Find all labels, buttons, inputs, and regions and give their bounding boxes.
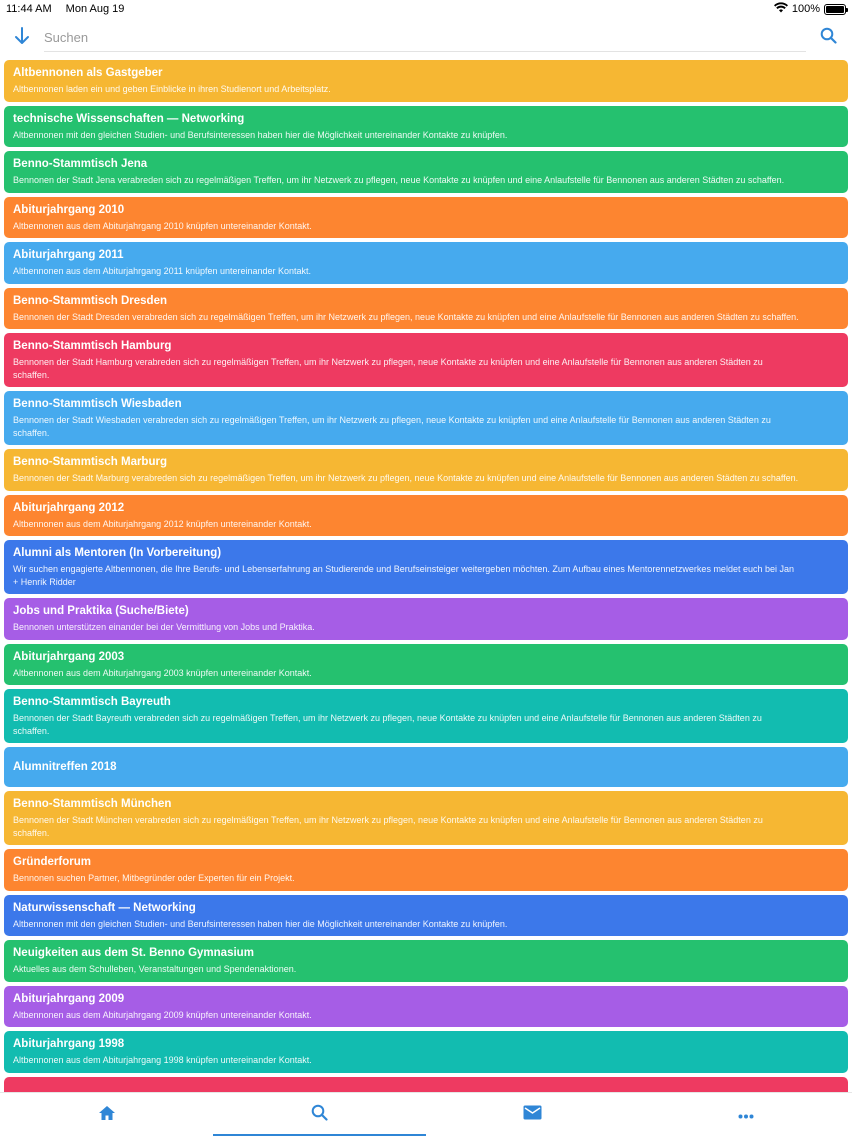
group-description: Altbennonen aus dem Abiturjahrgang 1998 knüpfen untereinander Kontakt. <box>13 1055 312 1065</box>
group-description: Aktuelles aus dem Schulleben, Veranstaltungen und Spendenaktionen. <box>13 964 297 974</box>
group-description: Bennonen suchen Partner, Mitbegründer oder Experten für ein Projekt. <box>13 873 295 883</box>
group-card[interactable] <box>4 495 848 537</box>
group-description: Wir suchen engagierte Altbennonen, die Ihre Berufs- und Lebenserfahrung an Studierende und Berufseinsteiger weitergeben möchten. Zum Aufbau eines Mentorennetzwerkes meldet euch bei Jan + Henrik Ridder <box>13 564 794 587</box>
home-icon <box>98 1105 116 1126</box>
group-description: Altbennonen mit den gleichen Studien- und Berufsinteressen haben hier die Möglichkeit untereinander Kontakte zu knüpfen. <box>13 918 508 929</box>
more-icon <box>738 1106 754 1124</box>
tab-bar <box>0 1092 852 1136</box>
group-title: Jobs und Praktika (Suche/Biete) <box>13 605 189 617</box>
group-card[interactable] <box>4 940 848 982</box>
group-title: Benno-Stammtisch Jena <box>13 158 148 170</box>
group-card[interactable] <box>4 986 848 1028</box>
search-icon <box>820 27 837 49</box>
mail-icon <box>523 1105 542 1125</box>
group-title: Abiturjahrgang 2011 <box>13 249 124 261</box>
group-title: technische Wissenschaften — Networking <box>13 112 245 125</box>
group-description: Bennonen der Stadt Wiesbaden verabreden sich zu regelmäßigen Treffen, um ihr Netzwerk zu pflegen, neue Kontakte zu knüpfen und eine Anlaufstelle für Bennonen aus anderen Städten zu schaffen. <box>13 415 771 438</box>
tab-messages[interactable] <box>426 1093 639 1136</box>
search-button[interactable] <box>816 26 840 50</box>
group-description: Altbennonen aus dem Abiturjahrgang 2003 knüpfen untereinander Kontakt. <box>13 667 312 678</box>
group-description: Altbennonen aus dem Abiturjahrgang 2012 knüpfen untereinander Kontakt. <box>13 518 312 529</box>
group-card[interactable] <box>4 1031 848 1073</box>
battery-fill <box>826 6 844 13</box>
arrow-down-icon <box>14 27 30 50</box>
sort-button[interactable] <box>10 26 34 50</box>
search-input[interactable] <box>44 24 806 52</box>
group-card[interactable] <box>4 791 848 845</box>
group-title: Abiturjahrgang 1998 <box>13 1038 125 1050</box>
group-title: Alumni als Mentoren (In Vorbereitung) <box>13 547 222 559</box>
group-card[interactable] <box>4 391 848 445</box>
group-list <box>4 60 848 1092</box>
group-title: Benno-Stammtisch Marburg <box>13 456 167 468</box>
group-description: Altbennonen aus dem Abiturjahrgang 2009 knüpfen untereinander Kontakt. <box>13 1009 312 1020</box>
group-title: Abiturjahrgang 2012 <box>13 501 125 514</box>
group-description: Bennonen der Stadt Hamburg verabreden sich zu regelmäßigen Treffen, um ihr Netzwerk zu pflegen, neue Kontakte zu knüpfen und eine Anlaufstelle für Bennonen aus anderen Städten zu schaffen. <box>13 357 763 380</box>
group-title: Abiturjahrgang 2010 <box>13 203 125 216</box>
status-date: Mon Aug 19 <box>65 3 125 15</box>
group-title: Benno-Stammtisch Bayreuth <box>13 696 171 708</box>
wifi-icon <box>774 2 788 16</box>
group-card[interactable] <box>4 689 848 743</box>
group-description: Altbennonen laden ein und geben Einblicke in ihren Studienort und Arbeitsplatz. <box>13 84 331 94</box>
status-time: 11:44 AM <box>6 3 52 15</box>
group-description: Bennonen der Stadt Dresden verabreden sich zu regelmäßigen Treffen, um ihr Netzwerk zu pflegen, neue Kontakte zu knüpfen und eine Anlaufstelle für Bennonen aus anderen Städten zu schaffen. <box>13 311 799 322</box>
group-title: Alumnitreffen 2018 <box>13 761 117 773</box>
group-title: Benno-Stammtisch Dresden <box>13 294 168 307</box>
battery-icon <box>824 4 846 15</box>
group-card[interactable] <box>4 288 848 330</box>
group-card[interactable] <box>4 747 848 787</box>
battery-percent: 100% <box>791 3 820 15</box>
group-card[interactable] <box>4 333 848 387</box>
group-card[interactable] <box>4 540 848 594</box>
group-card[interactable] <box>4 151 848 193</box>
group-card[interactable] <box>4 449 848 491</box>
tab-more[interactable] <box>639 1093 852 1136</box>
group-card[interactable] <box>4 598 848 640</box>
search-icon <box>311 1104 328 1126</box>
group-title: Abiturjahrgang 2009 <box>13 992 125 1005</box>
group-title: Benno-Stammtisch München <box>13 798 172 810</box>
group-title: Benno-Stammtisch Hamburg <box>13 340 172 352</box>
group-title: Gründerforum <box>13 856 91 868</box>
group-title: Naturwissenschaft — Networking <box>13 901 196 914</box>
tab-home[interactable] <box>0 1093 213 1136</box>
group-title: Abiturjahrgang 2003 <box>13 650 125 663</box>
group-description: Bennonen der Stadt Bayreuth verabreden sich zu regelmäßigen Treffen, um ihr Netzwerk zu pflegen, neue Kontakte zu knüpfen und eine Anlaufstelle für Bennonen aus anderen Städten zu schaffen. <box>13 713 762 736</box>
status-bar <box>0 0 852 18</box>
group-description: Bennonen der Stadt Jena verabreden sich zu regelmäßigen Treffen, um ihr Netzwerk zu pflegen, neue Kontakte zu knüpfen und eine Anlaufstelle für Bennonen aus anderen Städten zu schaffen. <box>13 175 785 185</box>
group-description: Altbennonen aus dem Abiturjahrgang 2011 knüpfen untereinander Kontakt. <box>13 266 312 276</box>
group-title: Neuigkeiten aus dem St. Benno Gymnasium <box>13 947 254 959</box>
group-card[interactable] <box>4 242 848 284</box>
group-card[interactable] <box>4 197 848 239</box>
group-description: Bennonen der Stadt München verabreden sich zu regelmäßigen Treffen, um ihr Netzwerk zu pflegen, neue Kontakte zu knüpfen und eine Anlaufstelle für Bennonen aus anderen Städten zu schaffen. <box>13 815 763 838</box>
group-description: Altbennonen aus dem Abiturjahrgang 2010 knüpfen untereinander Kontakt. <box>13 220 312 231</box>
group-description: Bennonen unterstützen einander bei der Vermittlung von Jobs und Praktika. <box>13 622 315 632</box>
group-card[interactable] <box>4 60 848 102</box>
group-card[interactable] <box>4 644 848 686</box>
group-card[interactable] <box>4 895 848 937</box>
group-card[interactable] <box>4 106 848 148</box>
group-card[interactable] <box>4 1077 848 1093</box>
group-title: Benno-Stammtisch Wiesbaden <box>13 398 182 410</box>
group-title: Altbennonen als Gastgeber <box>13 67 163 79</box>
group-card[interactable] <box>4 849 848 891</box>
group-description: Altbennonen mit den gleichen Studien- und Berufsinteressen haben hier die Möglichkeit untereinander Kontakte zu knüpfen. <box>13 129 508 140</box>
group-description: Bennonen der Stadt Marburg verabreden sich zu regelmäßigen Treffen, um ihr Netzwerk zu pflegen, neue Kontakte zu knüpfen und eine Anlaufstelle für Bennonen aus anderen Städten zu schaffen. <box>13 473 799 483</box>
tab-search[interactable] <box>213 1093 426 1136</box>
search-bar <box>0 20 852 54</box>
